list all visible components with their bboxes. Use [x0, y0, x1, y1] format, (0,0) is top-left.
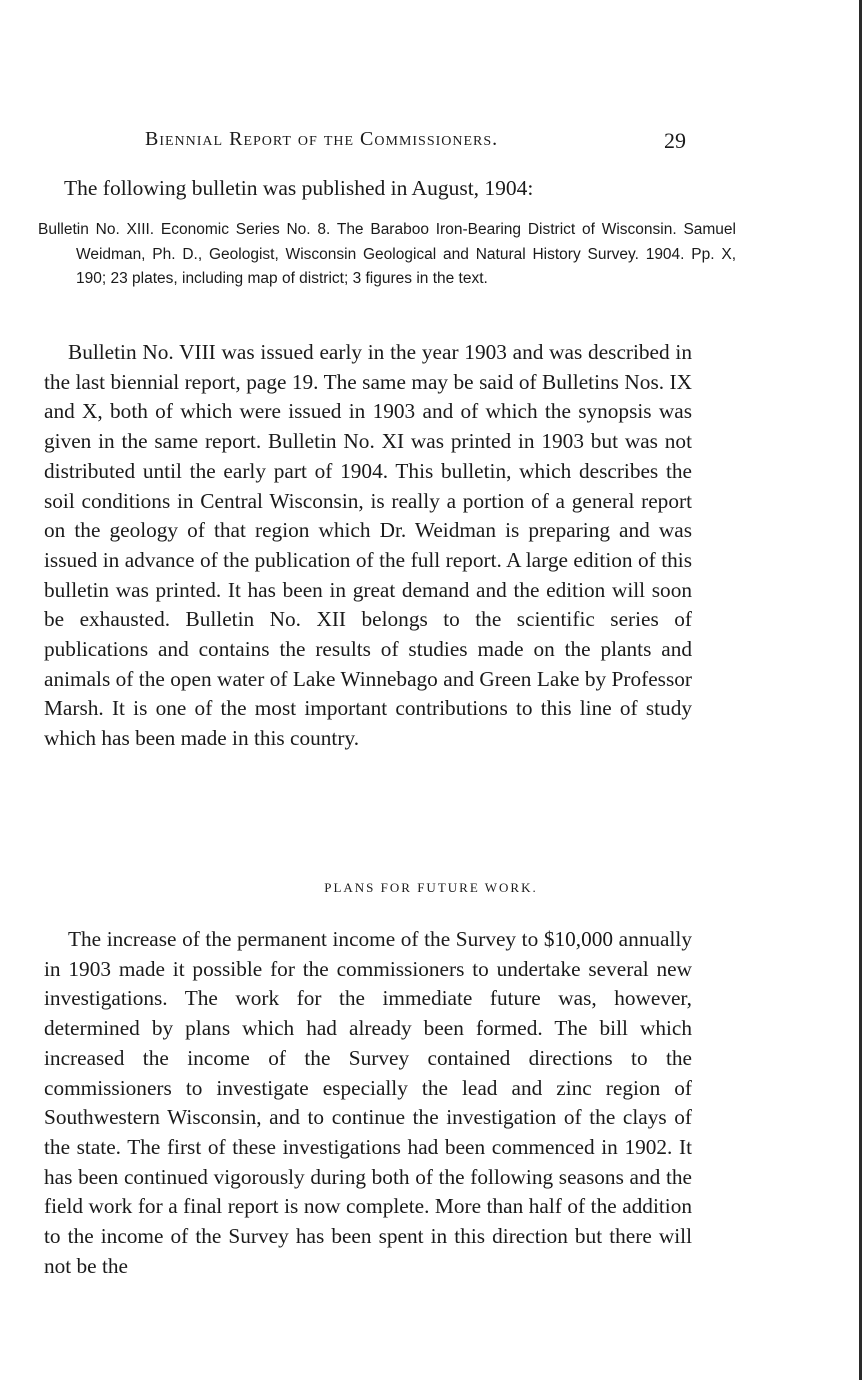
section-heading: PLANS FOR FUTURE WORK. [324, 880, 538, 895]
page-header [0, 128, 862, 158]
running-head: Biennial Report of the Commissioners. [145, 128, 499, 150]
paragraph-plans: The increase of the permanent income of the Survey to $10,000 annually in 1903 made it possible for the commissioners to undertake several new investigations. The work for the immediate future was, however, determined by plans which had already been formed. The bill which increased the income of the Survey contained directions to the commissioners to investigate especially the lead and zinc region of Southwestern Wisconsin, and to continue the investigation of the clays of the state. The first of these investigations had been commenced in 1902. It has been continued vigorously during both of the following seasons and the field work for a final report is now complete. More than half of the addition to the income of the Survey has been spent in this direction but there will not be the [44, 927, 692, 1278]
bulletin-entry: Bulletin No. XIII. Economic Series No. 8. The Baraboo Iron-Bearing District of Wisconsin. Samuel Weidman, Ph. D., Geologist, Wisconsin Geological and Natural History Survey. 1904. Pp. X, 190; 23 plates, including map of district; 3 figures in the text. [38, 221, 736, 287]
paragraph-bulletins: Bulletin No. VIII was issued early in the year 1903 and was described in the last biennial report, page 19. The same may be said of Bulletins Nos. IX and X, both of which were issued in 1903 and of which the synopsis was given in the same report. Bulletin No. XI was printed in 1903 but was not distributed until the early part of 1904. This bulletin, which describes the soil conditions in Central Wisconsin, is really a portion of a general report on the geology of that region which Dr. Weidman is preparing and was issued in advance of the publication of the full report. A large edition of this bulletin was printed. It has been in great demand and the edition will soon be exhausted. Bulletin No. XII belongs to the scientific series of publications and contains the results of studies made on the plants and animals of the open water of Lake Winnebago and Green Lake by Professor Marsh. It is one of the most important contributions to this line of study which has been made in this country. [44, 340, 692, 751]
intro-line: The following bulletin was published in August, 1904: [64, 176, 534, 200]
page-number: 29 [664, 128, 686, 153]
